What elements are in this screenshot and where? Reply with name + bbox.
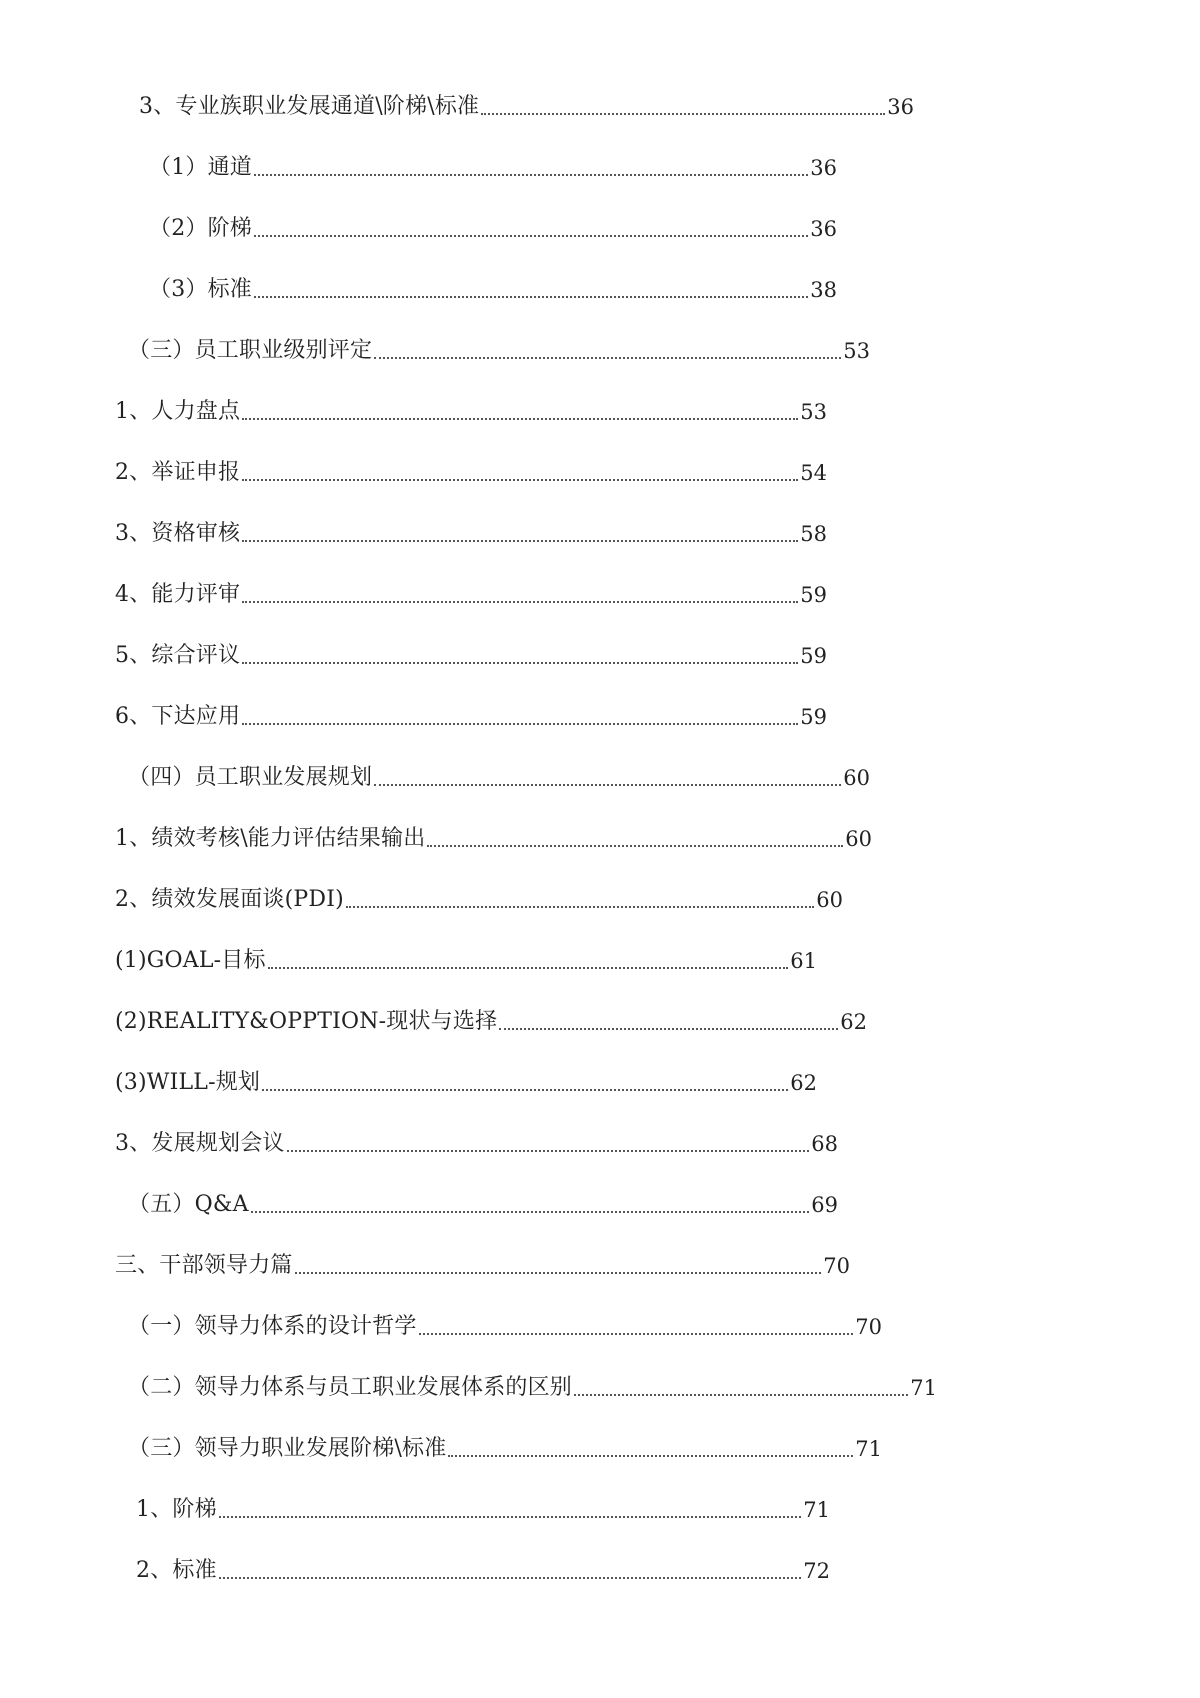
toc-entry-label: 5、综合评议 xyxy=(115,643,241,668)
toc-entry[interactable] xyxy=(115,820,872,854)
toc-entry[interactable] xyxy=(115,1003,867,1037)
toc-entry[interactable] xyxy=(128,1369,937,1403)
toc-entry-label: 3、资格审核 xyxy=(115,521,241,546)
toc-entry-label: 三、干部领导力篇 xyxy=(115,1253,293,1278)
toc-entry[interactable] xyxy=(128,1430,882,1464)
dot-leader xyxy=(251,1211,810,1213)
toc-page-number: 58 xyxy=(800,522,827,546)
dot-leader xyxy=(242,540,798,542)
toc-entry-label: （五）Q&A xyxy=(128,1192,249,1217)
toc-entry[interactable] xyxy=(128,1308,882,1342)
toc-page-number: 53 xyxy=(800,400,827,424)
dot-leader xyxy=(287,1150,810,1152)
toc-entry-label: 3、发展规划会议 xyxy=(115,1131,285,1156)
toc-entry[interactable] xyxy=(115,1247,850,1281)
toc-entry[interactable] xyxy=(115,515,827,549)
dot-leader xyxy=(419,1333,854,1335)
dot-leader xyxy=(242,601,798,603)
toc-page-number: 71 xyxy=(855,1437,882,1461)
toc-page-number: 59 xyxy=(800,705,827,729)
toc-entry-label: 1、阶梯 xyxy=(136,1497,217,1522)
toc-entry[interactable] xyxy=(128,1186,838,1220)
toc-entry[interactable] xyxy=(128,759,870,793)
toc-page-number: 59 xyxy=(800,583,827,607)
dot-leader xyxy=(295,1272,822,1274)
toc-entry-label: 6、下达应用 xyxy=(115,704,241,729)
dot-leader xyxy=(242,662,798,664)
toc-entry-label: 4、能力评审 xyxy=(115,582,241,607)
toc-entry-label: （一）领导力体系的设计哲学 xyxy=(128,1314,417,1339)
toc-page-number: 38 xyxy=(810,278,837,302)
toc-page-number: 60 xyxy=(816,888,843,912)
toc-entry[interactable] xyxy=(115,1125,838,1159)
toc-entry-label: （三）领导力职业发展阶梯\标准 xyxy=(128,1436,447,1461)
toc-page-number: 59 xyxy=(800,644,827,668)
toc-entry-label: (1)GOAL-目标 xyxy=(115,948,266,973)
toc-entry[interactable] xyxy=(139,88,914,122)
dot-leader xyxy=(448,1455,853,1457)
toc-page-number: 61 xyxy=(790,949,817,973)
toc-entry[interactable] xyxy=(115,637,827,671)
dot-leader xyxy=(374,357,841,359)
toc-entry-label: 2、绩效发展面谈(PDI) xyxy=(115,887,344,912)
toc-page-number: 69 xyxy=(811,1193,838,1217)
toc-entry-label: （二）领导力体系与员工职业发展体系的区别 xyxy=(128,1375,573,1400)
dot-leader xyxy=(254,235,808,237)
toc-page-number: 70 xyxy=(823,1254,850,1278)
toc-entry-label: 1、绩效考核\能力评估结果输出 xyxy=(115,826,426,851)
toc-page-number: 71 xyxy=(910,1376,937,1400)
toc-entry[interactable] xyxy=(115,942,817,976)
toc-entry[interactable] xyxy=(136,1552,830,1586)
toc-entry[interactable] xyxy=(115,698,827,732)
dot-leader xyxy=(219,1577,801,1579)
toc-entry-label: （3）标准 xyxy=(149,277,252,302)
toc-entry[interactable] xyxy=(115,393,827,427)
dot-leader xyxy=(346,906,814,908)
dot-leader xyxy=(242,479,798,481)
dot-leader xyxy=(254,296,808,298)
toc-page-number: 70 xyxy=(855,1315,882,1339)
toc-entry-label: (3)WILL-规划 xyxy=(115,1070,261,1095)
toc-entry[interactable] xyxy=(149,210,837,244)
toc-entry[interactable] xyxy=(149,149,837,183)
toc-entry-label: 3、专业族职业发展通道\阶梯\标准 xyxy=(139,94,480,119)
toc-entry[interactable] xyxy=(115,576,827,610)
toc-entry[interactable] xyxy=(115,1064,817,1098)
dot-leader xyxy=(499,1028,838,1030)
toc-page-number: 62 xyxy=(790,1071,817,1095)
toc-entry[interactable] xyxy=(149,271,837,305)
toc-entry[interactable] xyxy=(115,454,827,488)
dot-leader xyxy=(219,1516,801,1518)
toc-entry[interactable] xyxy=(136,1491,830,1525)
toc-page-number: 36 xyxy=(887,95,914,119)
dot-leader xyxy=(242,418,798,420)
toc-entry-label: （2）阶梯 xyxy=(149,216,252,241)
dot-leader xyxy=(242,723,798,725)
dot-leader xyxy=(268,967,789,969)
dot-leader xyxy=(374,784,841,786)
dot-leader xyxy=(427,845,843,847)
toc-entry-label: 2、标准 xyxy=(136,1558,217,1583)
toc-entry-label: （1）通道 xyxy=(149,155,252,180)
toc-entry-label: （三）员工职业级别评定 xyxy=(128,338,373,363)
toc-page-number: 71 xyxy=(803,1498,830,1522)
toc-entry-label: （四）员工职业发展规划 xyxy=(128,765,373,790)
toc-page-number: 54 xyxy=(800,461,827,485)
toc-page-number: 60 xyxy=(845,827,872,851)
dot-leader xyxy=(254,174,808,176)
table-of-contents xyxy=(0,88,1200,1613)
dot-leader xyxy=(262,1089,788,1091)
toc-entry-label: 2、举证申报 xyxy=(115,460,241,485)
toc-page-number: 36 xyxy=(810,156,837,180)
dot-leader xyxy=(574,1394,908,1396)
toc-entry[interactable] xyxy=(128,332,870,366)
toc-page-number: 72 xyxy=(803,1559,830,1583)
toc-entry[interactable] xyxy=(115,881,843,915)
dot-leader xyxy=(481,113,885,115)
toc-page-number: 36 xyxy=(810,217,837,241)
toc-entry-label: 1、人力盘点 xyxy=(115,399,241,424)
toc-entry-label: (2)REALITY&OPPTION-现状与选择 xyxy=(115,1009,498,1034)
toc-page-number: 60 xyxy=(843,766,870,790)
toc-page-number: 53 xyxy=(843,339,870,363)
toc-page-number: 62 xyxy=(840,1010,867,1034)
toc-page-number: 68 xyxy=(811,1132,838,1156)
